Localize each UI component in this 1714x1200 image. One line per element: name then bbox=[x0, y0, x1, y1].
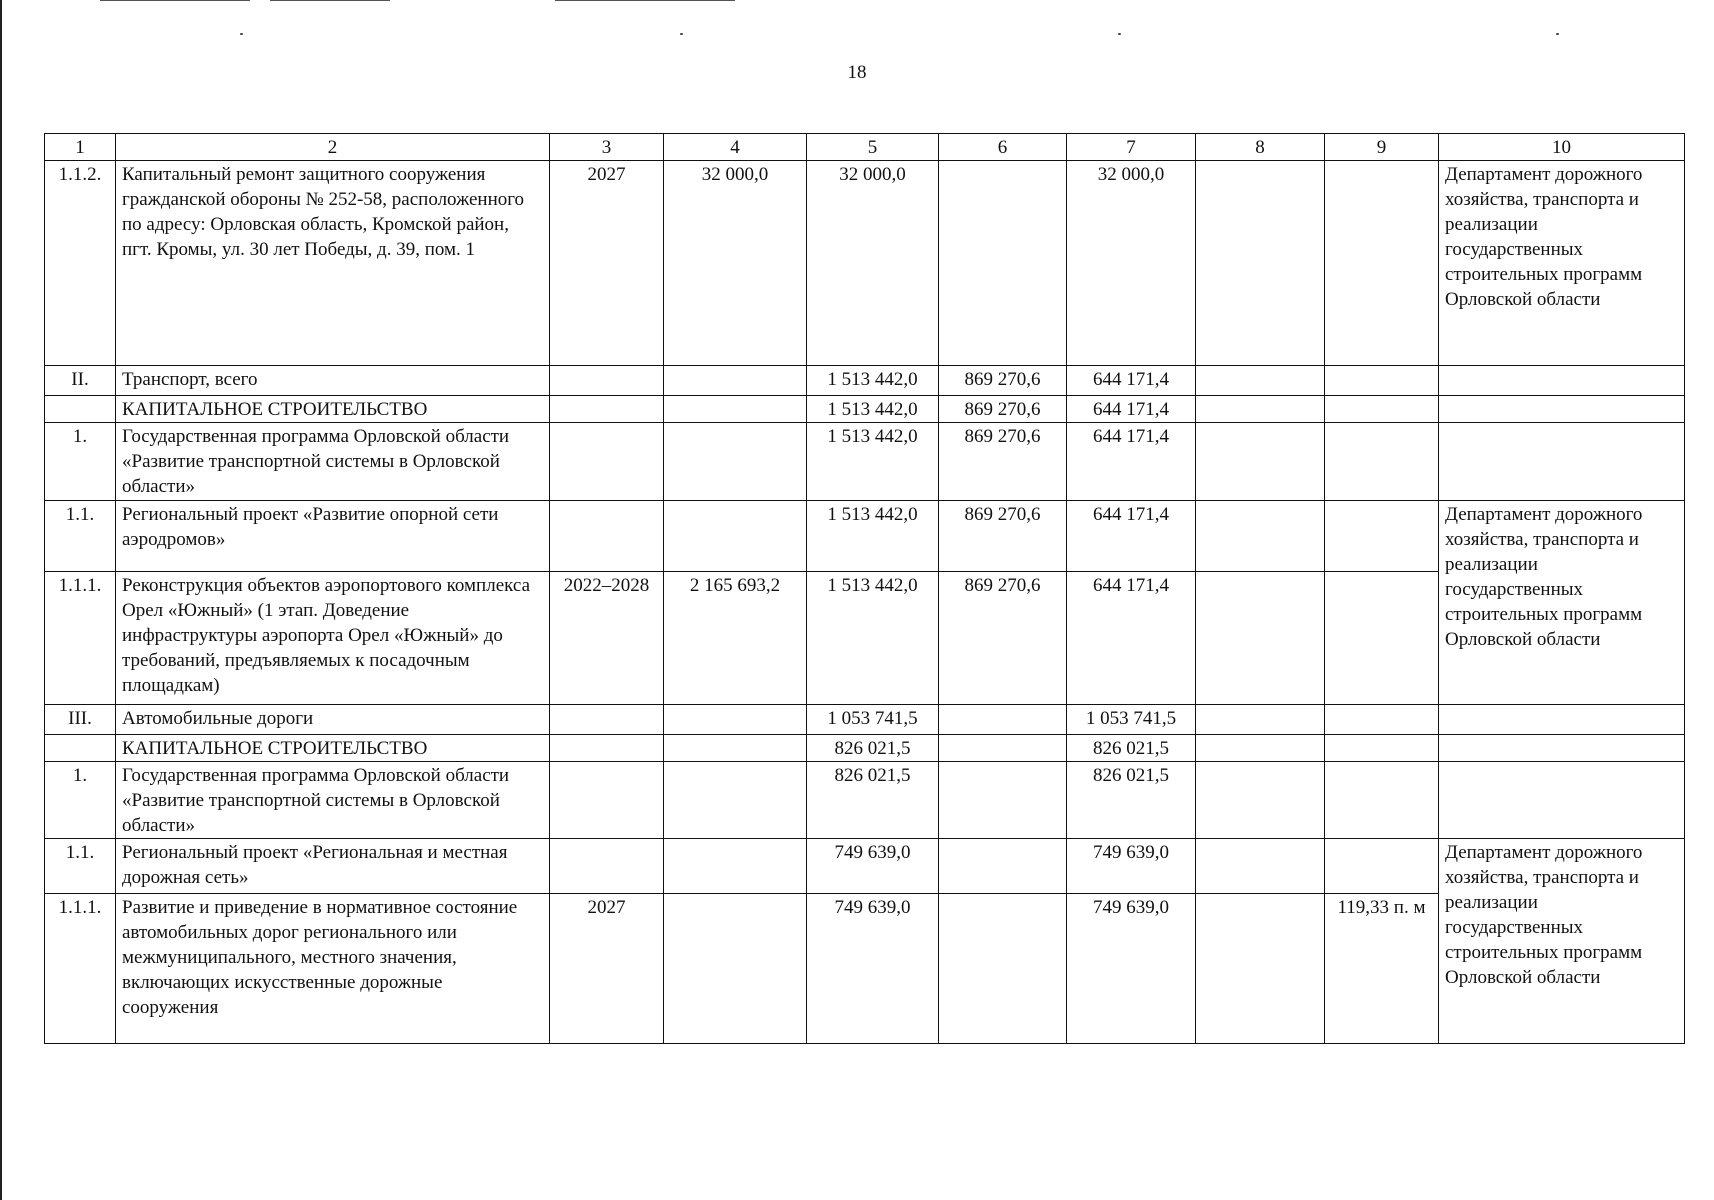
cell-department bbox=[1439, 396, 1685, 423]
scan-dot bbox=[1556, 33, 1559, 35]
cell-total: 1 513 442,0 bbox=[807, 423, 939, 501]
column-header: 10 bbox=[1439, 134, 1685, 161]
table-row bbox=[45, 161, 1685, 366]
cell-period bbox=[550, 839, 664, 894]
table-row bbox=[45, 366, 1685, 396]
scan-artifact-line bbox=[100, 0, 250, 1]
cell-federal bbox=[939, 894, 1067, 1044]
cell-col8 bbox=[1196, 501, 1325, 572]
cell-cost bbox=[664, 762, 807, 839]
cell-cost bbox=[664, 396, 807, 423]
table-row bbox=[45, 705, 1685, 735]
cell-total: 1 513 442,0 bbox=[807, 396, 939, 423]
table-row bbox=[45, 762, 1685, 839]
cell-department: Департамент дорожного хозяйства, транспорта и реализации государственных строительных программ Орловской области bbox=[1439, 161, 1685, 366]
cell-capacity bbox=[1325, 366, 1439, 396]
cell-capacity bbox=[1325, 161, 1439, 366]
column-header: 2 bbox=[116, 134, 550, 161]
cell-capacity bbox=[1325, 762, 1439, 839]
cell-total: 749 639,0 bbox=[807, 839, 939, 894]
cell-col8 bbox=[1196, 894, 1325, 1044]
column-header: 1 bbox=[45, 134, 116, 161]
cell-total: 1 513 442,0 bbox=[807, 366, 939, 396]
row-title: Государственная программа Орловской области «Развитие транспортной системы в Орловской области» bbox=[116, 423, 550, 501]
cell-cost bbox=[664, 894, 807, 1044]
column-header: 6 bbox=[939, 134, 1067, 161]
cell-federal bbox=[939, 762, 1067, 839]
row-title: Капитальный ремонт защитного сооружения гражданской обороны № 252-58, расположенного по адресу: Орловская область, Кромской район, пгт. Кромы, ул. 30 лет Победы, д. 39, пом. 1 bbox=[116, 161, 550, 366]
cell-regional: 826 021,5 bbox=[1067, 735, 1196, 762]
column-header: 7 bbox=[1067, 134, 1196, 161]
scan-left-edge bbox=[0, 0, 2, 1200]
cell-cost bbox=[664, 839, 807, 894]
cell-col8 bbox=[1196, 366, 1325, 396]
cell-department bbox=[1439, 735, 1685, 762]
cell-capacity bbox=[1325, 501, 1439, 572]
cell-regional: 749 639,0 bbox=[1067, 839, 1196, 894]
row-number: 1.1. bbox=[45, 501, 116, 572]
cell-period bbox=[550, 705, 664, 735]
scan-artifact-line bbox=[555, 0, 735, 1]
page-number: 18 bbox=[847, 62, 867, 83]
cell-regional: 826 021,5 bbox=[1067, 762, 1196, 839]
cell-total: 1 513 442,0 bbox=[807, 572, 939, 705]
cell-cost: 32 000,0 bbox=[664, 161, 807, 366]
cell-cost: 2 165 693,2 bbox=[664, 572, 807, 705]
row-number: 1.1. bbox=[45, 839, 116, 894]
column-header: 3 bbox=[550, 134, 664, 161]
cell-capacity bbox=[1325, 423, 1439, 501]
cell-regional: 1 053 741,5 bbox=[1067, 705, 1196, 735]
column-header: 4 bbox=[664, 134, 807, 161]
row-title: Региональный проект «Развитие опорной сети аэродромов» bbox=[116, 501, 550, 572]
table-row bbox=[45, 423, 1685, 501]
cell-total: 749 639,0 bbox=[807, 894, 939, 1044]
row-number: 1. bbox=[45, 762, 116, 839]
table-row bbox=[45, 396, 1685, 423]
cell-col8 bbox=[1196, 423, 1325, 501]
row-title: Региональный проект «Региональная и местная дорожная сеть» bbox=[116, 839, 550, 894]
row-title: КАПИТАЛЬНОЕ СТРОИТЕЛЬСТВО bbox=[116, 735, 550, 762]
cell-federal bbox=[939, 161, 1067, 366]
row-number: 1.1.1. bbox=[45, 894, 116, 1044]
cell-capacity bbox=[1325, 735, 1439, 762]
table-row bbox=[45, 501, 1685, 572]
cell-cost bbox=[664, 423, 807, 501]
cell-regional: 32 000,0 bbox=[1067, 161, 1196, 366]
scan-dot bbox=[240, 33, 243, 35]
cell-period: 2022–2028 bbox=[550, 572, 664, 705]
cell-federal: 869 270,6 bbox=[939, 366, 1067, 396]
cell-regional: 749 639,0 bbox=[1067, 894, 1196, 1044]
cell-federal bbox=[939, 839, 1067, 894]
row-number bbox=[45, 396, 116, 423]
row-number: 1. bbox=[45, 423, 116, 501]
cell-col8 bbox=[1196, 572, 1325, 705]
cell-period: 2027 bbox=[550, 161, 664, 366]
cell-department: Департамент дорожного хозяйства, транспорта и реализации государственных строительных программ Орловской области bbox=[1439, 501, 1685, 705]
cell-total: 826 021,5 bbox=[807, 762, 939, 839]
cell-period bbox=[550, 366, 664, 396]
cell-department: Департамент дорожного хозяйства, транспорта и реализации государственных строительных программ Орловской области bbox=[1439, 839, 1685, 1044]
cell-period bbox=[550, 423, 664, 501]
cell-federal: 869 270,6 bbox=[939, 423, 1067, 501]
row-title: Транспорт, всего bbox=[116, 366, 550, 396]
cell-federal bbox=[939, 735, 1067, 762]
cell-federal: 869 270,6 bbox=[939, 396, 1067, 423]
table-row bbox=[45, 735, 1685, 762]
cell-period bbox=[550, 762, 664, 839]
cell-capacity bbox=[1325, 839, 1439, 894]
column-header: 9 bbox=[1325, 134, 1439, 161]
cell-regional: 644 171,4 bbox=[1067, 501, 1196, 572]
cell-regional: 644 171,4 bbox=[1067, 396, 1196, 423]
cell-regional: 644 171,4 bbox=[1067, 572, 1196, 705]
cell-department bbox=[1439, 366, 1685, 396]
scan-dot bbox=[1118, 33, 1121, 35]
cell-period: 2027 bbox=[550, 894, 664, 1044]
cell-cost bbox=[664, 735, 807, 762]
table-row bbox=[45, 839, 1685, 894]
row-title: КАПИТАЛЬНОЕ СТРОИТЕЛЬСТВО bbox=[116, 396, 550, 423]
cell-total: 826 021,5 bbox=[807, 735, 939, 762]
cell-regional: 644 171,4 bbox=[1067, 423, 1196, 501]
cell-period bbox=[550, 735, 664, 762]
scan-artifact-line bbox=[270, 0, 390, 1]
cell-cost bbox=[664, 501, 807, 572]
cell-col8 bbox=[1196, 762, 1325, 839]
cell-federal: 869 270,6 bbox=[939, 572, 1067, 705]
row-title: Развитие и приведение в нормативное состояние автомобильных дорог регионального или межмуниципального, местного значения, включающих искусственные дорожные сооружения bbox=[116, 894, 550, 1044]
cell-total: 1 513 442,0 bbox=[807, 501, 939, 572]
row-number bbox=[45, 735, 116, 762]
row-number: II. bbox=[45, 366, 116, 396]
row-title: Реконструкция объектов аэропортового комплекса Орел «Южный» (1 этап. Доведение инфраструктуры аэропорта Орел «Южный» до требований, предъявляемых к посадочным площадкам) bbox=[116, 572, 550, 705]
row-number: 1.1.2. bbox=[45, 161, 116, 366]
cell-cost bbox=[664, 366, 807, 396]
cell-capacity bbox=[1325, 396, 1439, 423]
header-row bbox=[45, 134, 1685, 161]
cell-department bbox=[1439, 762, 1685, 839]
cell-department bbox=[1439, 705, 1685, 735]
cell-col8 bbox=[1196, 735, 1325, 762]
cell-col8 bbox=[1196, 396, 1325, 423]
cell-capacity bbox=[1325, 572, 1439, 705]
cell-federal: 869 270,6 bbox=[939, 501, 1067, 572]
cell-col8 bbox=[1196, 839, 1325, 894]
budget-table bbox=[44, 133, 1685, 1044]
cell-col8 bbox=[1196, 705, 1325, 735]
cell-department bbox=[1439, 423, 1685, 501]
cell-capacity: 119,33 п. м bbox=[1325, 894, 1439, 1044]
row-title: Автомобильные дороги bbox=[116, 705, 550, 735]
cell-total: 32 000,0 bbox=[807, 161, 939, 366]
cell-capacity bbox=[1325, 705, 1439, 735]
row-number: 1.1.1. bbox=[45, 572, 116, 705]
scan-dot bbox=[680, 33, 683, 35]
cell-federal bbox=[939, 705, 1067, 735]
column-header: 5 bbox=[807, 134, 939, 161]
cell-period bbox=[550, 501, 664, 572]
cell-regional: 644 171,4 bbox=[1067, 366, 1196, 396]
row-number: III. bbox=[45, 705, 116, 735]
row-title: Государственная программа Орловской области «Развитие транспортной системы в Орловской области» bbox=[116, 762, 550, 839]
cell-col8 bbox=[1196, 161, 1325, 366]
cell-period bbox=[550, 396, 664, 423]
cell-total: 1 053 741,5 bbox=[807, 705, 939, 735]
column-header: 8 bbox=[1196, 134, 1325, 161]
cell-cost bbox=[664, 705, 807, 735]
